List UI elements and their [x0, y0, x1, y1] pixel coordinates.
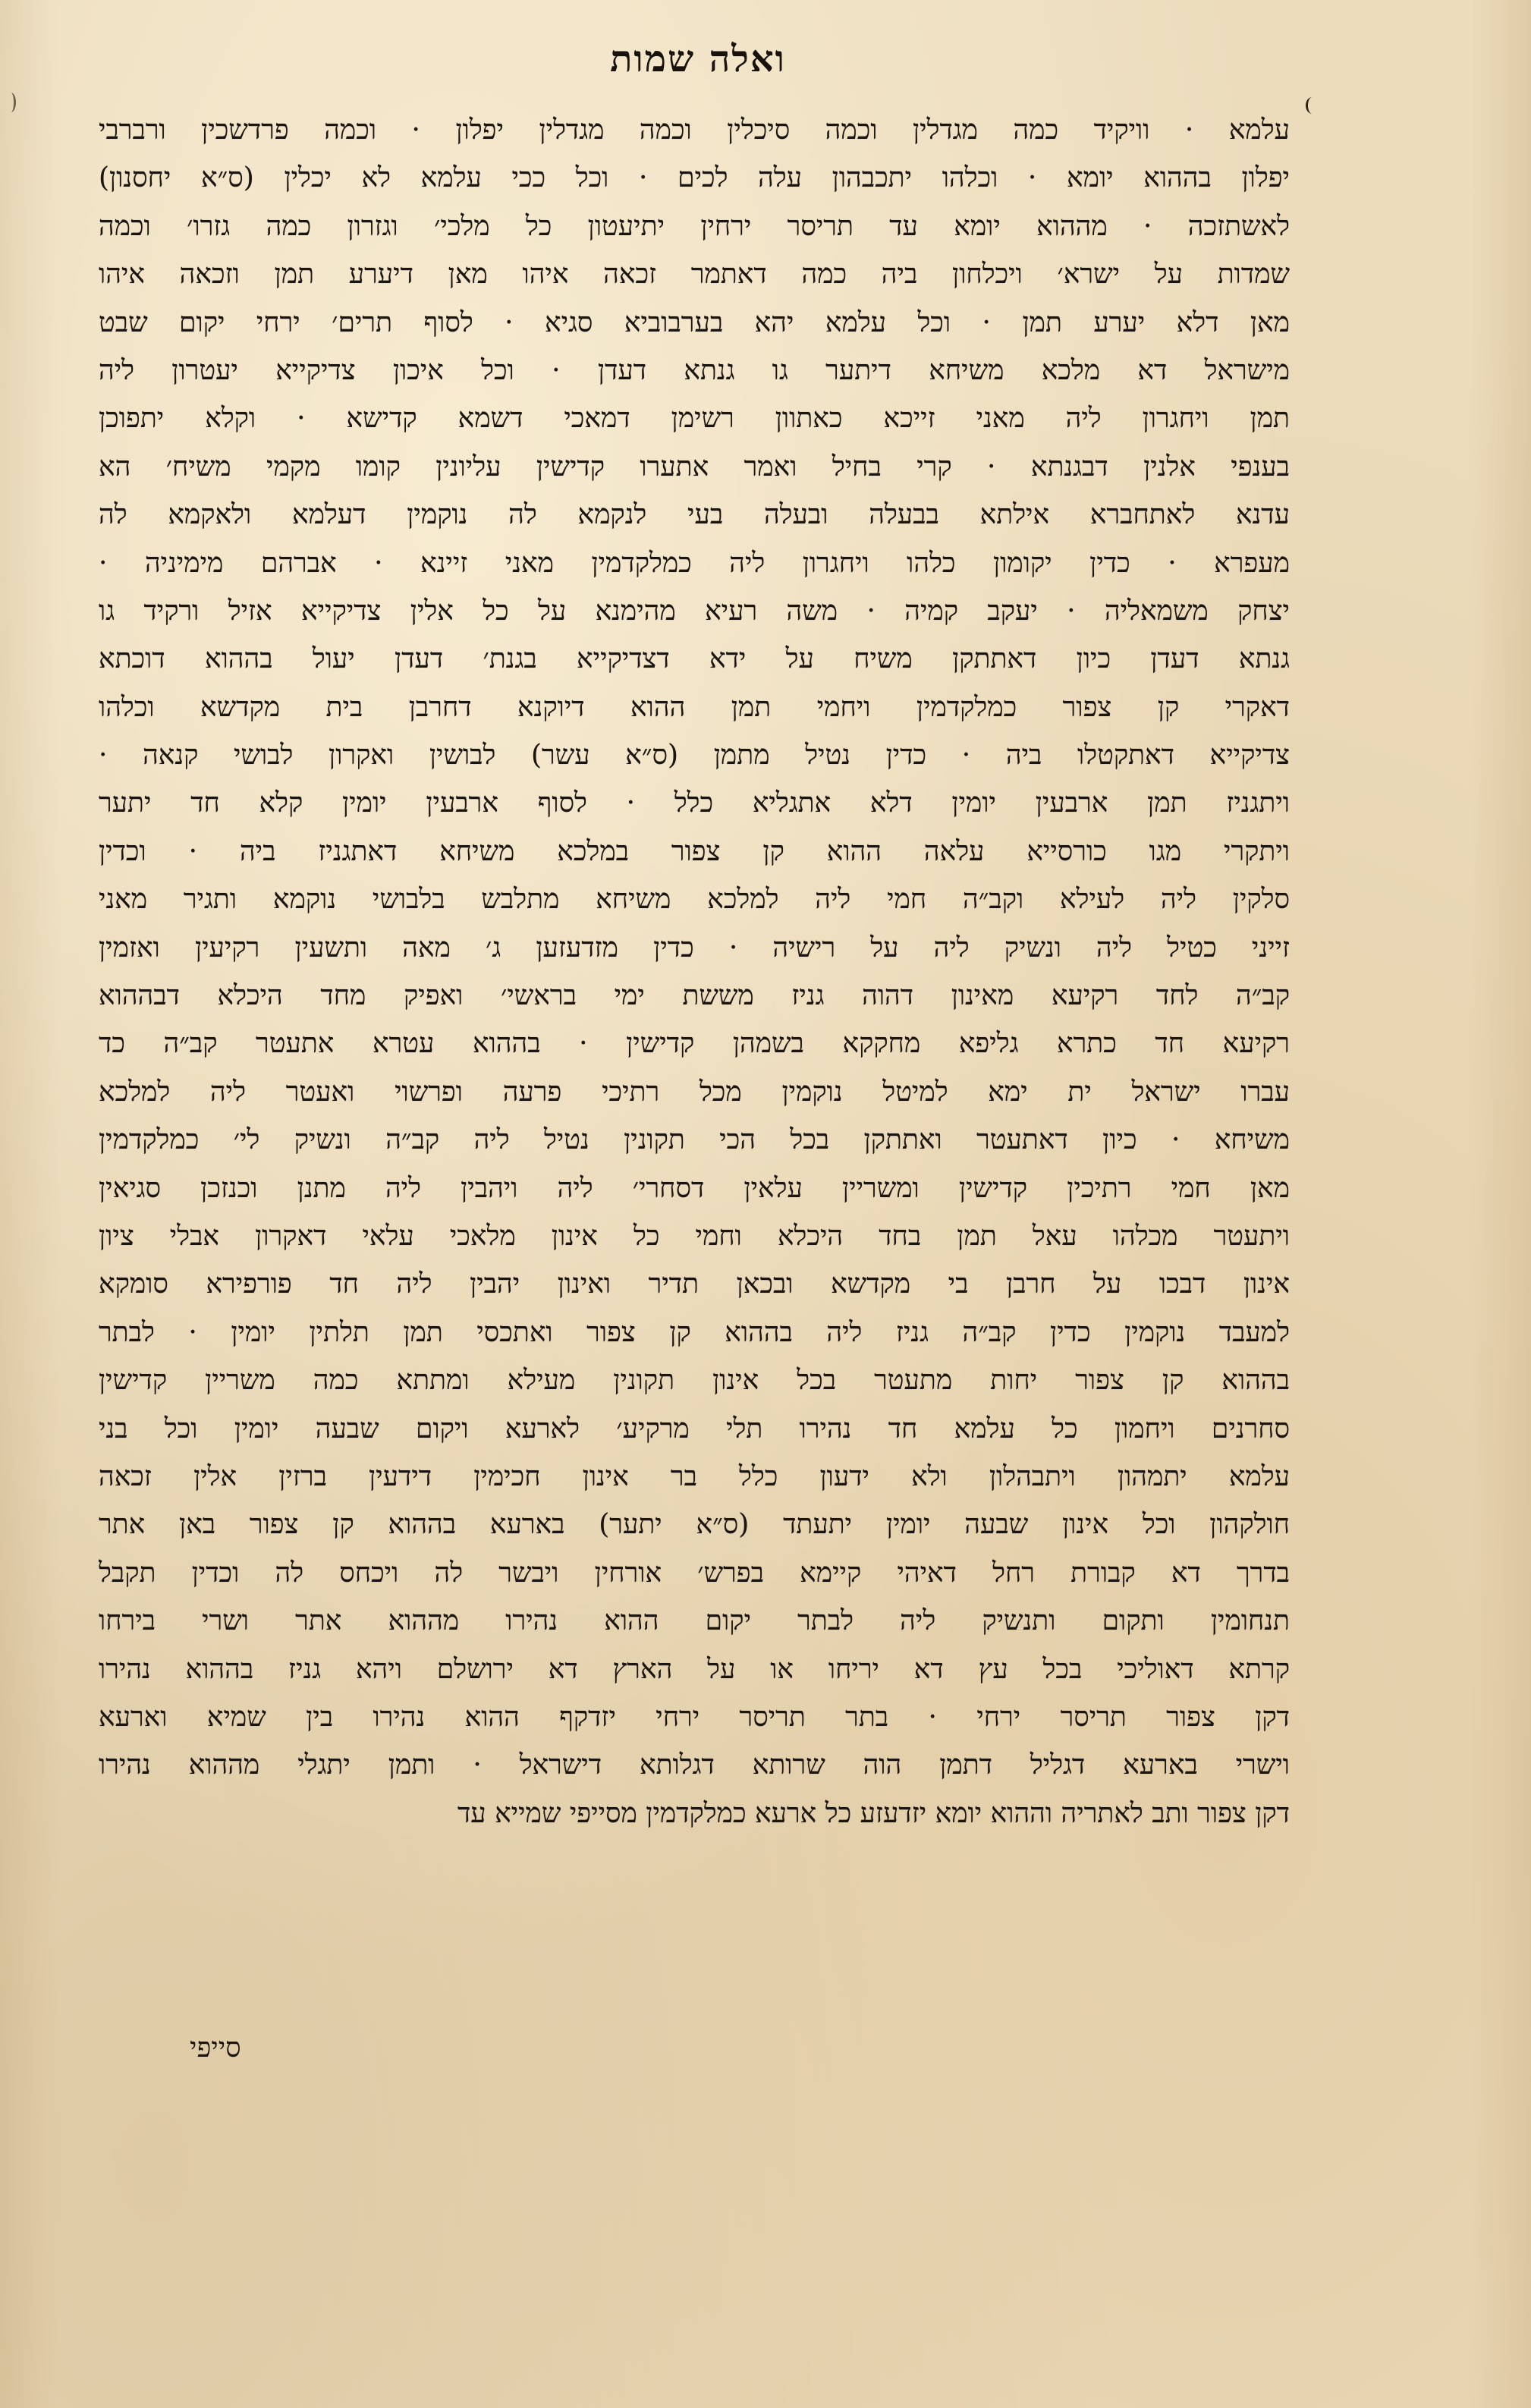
text-line: יצחק משמאליה · יעקב קמיה · משה רעיא מהימנא על כל אלין צדיקייא אזיל ורקיד גו — [99, 595, 1290, 627]
running-head: ואלה שמות — [610, 38, 786, 80]
text-line: חולקהון וכל אינון שבעה יומין יתעתד (ס״א יתער) בארעא בההוא קן צפור באן אתר — [99, 1509, 1290, 1541]
text-line: רקיעא חד כתרא גליפא מחקקא בשמהן קדישין · בההוא עטרא אתעטר קב״ה כד — [99, 1028, 1290, 1060]
text-line: מעפרא · כדין יקומון כלהו ויחגרון ליה כמלקדמין מאני זיינא · אברהם מימיניה · — [99, 547, 1290, 579]
text-line: גנתא דעדן כיון דאתתקן משיח על ידא דצדיקייא בגנת׳ דעדן יעול בההוא דוכתא — [99, 643, 1290, 675]
text-line: בההוא קן צפור יחות מתעטר בכל אינון תקונין מעילא ומתתא כמה משריין קדישין — [99, 1365, 1290, 1397]
text-line: אינון דבכו על חרבן בי מקדשא ובכאן תדיר ואינון יהבין ליה חד פורפירא סומקא — [99, 1268, 1290, 1300]
text-line: מישראל דא מלכא משיחא דיתער גו גנתא דעדן · וכל איכון צדיקייא יעטרון ליה — [99, 354, 1290, 386]
page-edge-mark — [6, 93, 16, 112]
text-line: צדיקייא דאתקטלו ביה · כדין נטיל מתמן (ס״א עשר) לבושין ואקרון לבושי קנאה · — [99, 740, 1290, 772]
text-line: זייני כטיל ליה ונשיק ליה על רישיה · כדין מזדעזען ג׳ מאה ותשעין רקיעין ואזמין — [99, 932, 1290, 964]
text-line: שמדות על ישרא׳ ויכלחון ביה כמה דאתמר זכאה איהו מאן דיערע תמן וזכאה איהו — [99, 259, 1290, 291]
text-line: סלקין ליה לעילא וקב״ה חמי ליה למלכא משיחא מתלבש בלבושי נוקמא ותגיר מאני — [99, 884, 1290, 916]
text-line: ויתקרי מגו כורסייא עלאה ההוא קן צפור במלכא משיחא דאתגניז ביה · וכדין — [99, 835, 1290, 867]
text-line: בדרך דא קבורת רחל דאיהי קיימא בפרש׳ אורחין ויבשר לה ויכחס לה וכדין תקבל — [99, 1557, 1290, 1589]
text-line: דקן צפור ותב לאתריה וההוא יומא יזדעזע כל ארעא כמלקדמין מסייפי שמייא עד — [457, 1797, 1290, 1829]
text-line: וישרי בארעא דגליל דתמן הוה שרותא דגלותא דישראל · ותמן יתגלי מההוא נהירו — [99, 1749, 1290, 1781]
text-line: עדנא לאתחברא אילתא בבעלה ובעלה בעי לנקמא לה נוקמין דעלמא ולאקמא לה — [99, 499, 1290, 531]
text-line: יפלון בההוא יומא · וכלהו יתכבהון עלה לכים · וכל ככי עלמא לא יכלין (ס״א יחסנון) — [99, 162, 1290, 194]
text-line: למעבד נוקמין כדין קב״ה גניז ליה בההוא קן צפור ואתכסי תמן תלתין יומין · לבתר — [99, 1316, 1290, 1348]
text-line: דאקרי קן צפור כמלקדמין ויחמי תמן ההוא דיוקנא דחרבן בית מקדשא וכלהו — [99, 691, 1290, 723]
text-line: עלמא · וויקיד כמה מגדלין וכמה סיכלין וכמה מגדלין יפלון · וכמה פרדשכין ורברבי — [99, 115, 1290, 146]
text-line: קב״ה לחד רקיעא מאינון דהוה גניז מששת ימי בראשי׳ ואפיק מחד היכלא דבההוא — [99, 980, 1290, 1012]
text-line: עברו ישראל ית ימא למיטל נוקמין מכל רתיכי פרעה ופרשוי ואעטר ליה למלכא — [99, 1076, 1290, 1108]
text-line: ויתגניז תמן ארבעין יומין דלא אתגליא כלל · לסוף ארבעין יומין קלא חד יתער — [99, 787, 1290, 819]
text-line: ויתעטר מכלהו עאל תמן בחד היכלא וחמי כל אינון מלאכי עלאי דאקרון אבלי ציון — [99, 1220, 1290, 1252]
text-block — [99, 106, 1290, 1837]
text-line: עלמא יתמהון ויתבהלון ולא ידעון כלל בר אינון חכימין דידעין ברזין אלין זכאה — [99, 1460, 1290, 1492]
text-line: משיחא · כיון דאתעטר ואתתקן בכל הכי תקונין נטיל ליה קב״ה ונשיק לי׳ כמלקדמין — [99, 1124, 1290, 1156]
text-line: תמן ויחגרון ליה מאני זייכא כאתוון רשימן דמאכי דשמא קדישא · וקלא יתפוכן — [99, 403, 1290, 435]
text-line: קרתא דאוליכי בכל עץ דא יריחו או על הארץ דא ירושלם ויהא גניז בההוא נהירו — [99, 1653, 1290, 1685]
text-line: בענפי אלנין דבגנתא · קרי בחיל ואמר אתערו קדישין עליונין קומו מקמי משיח׳ הא — [99, 451, 1290, 483]
margin-mark — [1306, 97, 1319, 114]
text-line: תנחומין ותקום ותנשיק ליה לבתר יקום ההוא נהירו מההוא אתר ושרי בירחו — [99, 1605, 1290, 1637]
catchword: סייפי — [190, 2032, 241, 2064]
text-line: לאשתזכה · מההוא יומא עד תריסר ירחין יתיעטון כל מלכי׳ וגזרון כמה גזרו׳ וכמה — [99, 210, 1290, 242]
text-line: סחרנים ויחמון כל עלמא חד נהירו תלי מרקיע׳ לארעא ויקום שבעה יומין וכל בני — [99, 1413, 1290, 1444]
text-line: דקן צפור תריסר ירחי · בתר תריסר ירחי יזדקף ההוא נהירו בין שמיא וארעא — [99, 1701, 1290, 1733]
text-line: מאן דלא יערע תמן · וכל עלמא יהא בערבוביא סגיא · לסוף תרים׳ ירחי יקום שבט — [99, 307, 1290, 338]
text-line: מאן חמי רתיכין קדישין ומשריין עלאין דסחרי׳ ליה ויהבין ליה מתנן וכנזכן סגיאין — [99, 1172, 1290, 1204]
